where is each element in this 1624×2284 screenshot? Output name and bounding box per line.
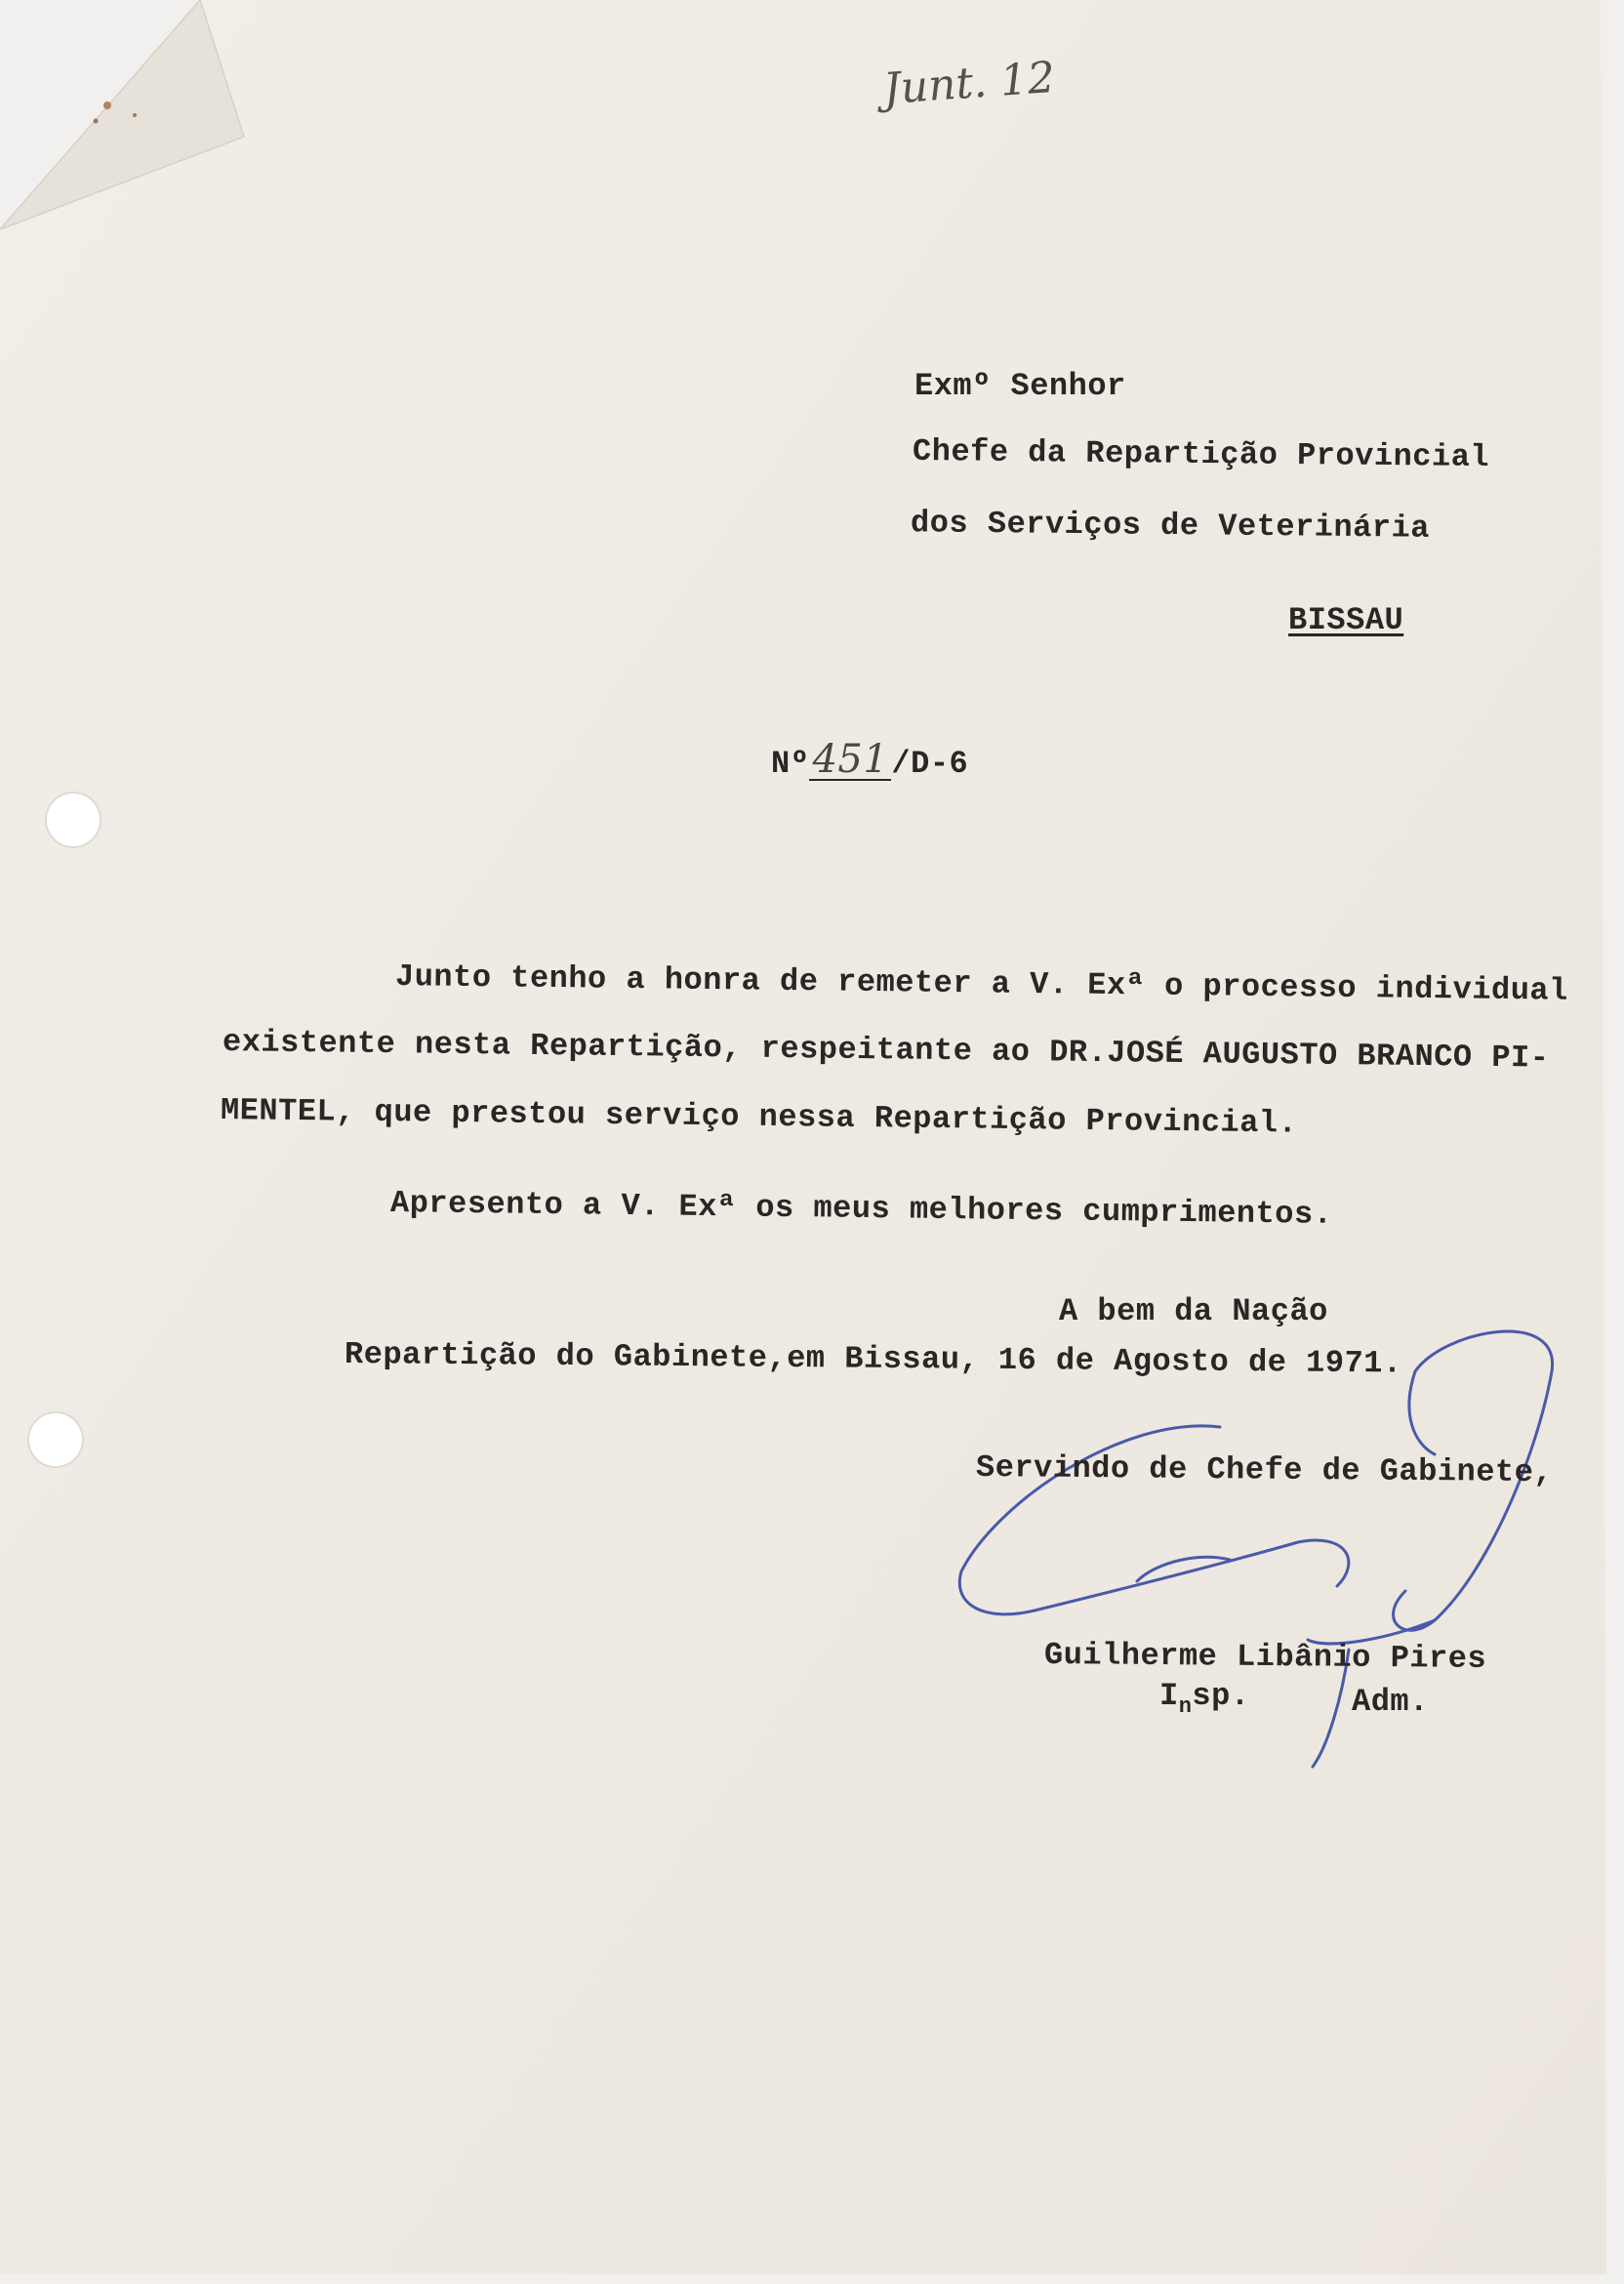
reference-prefix: Nº bbox=[771, 746, 810, 782]
signatory-title-sp: sp. bbox=[1192, 1678, 1250, 1714]
addressee-line-2: dos Serviços de Veterinária bbox=[910, 505, 1431, 547]
pencil-annotation: Junt. 12 bbox=[881, 52, 1057, 115]
stain-mark bbox=[103, 102, 111, 109]
signatory-adm: Adm. bbox=[1352, 1684, 1429, 1720]
body-line-2: existente nesta Repartição, respeitante ao DR.JOSÉ AUGUSTO BRANCO PI- bbox=[222, 1024, 1550, 1077]
body-line-1: Junto tenho a honra de remeter a V. Exª o processo individual bbox=[394, 958, 1569, 1009]
body-line-4: Apresento a V. Exª os meus melhores cumprimentos. bbox=[389, 1185, 1333, 1233]
addressee-line-1: Chefe da Repartição Provincial bbox=[912, 432, 1490, 476]
reference-line bbox=[771, 737, 969, 782]
reference-number: 451 bbox=[809, 740, 891, 781]
punch-hole-icon bbox=[46, 793, 101, 847]
closing-motto: A bem da Nação bbox=[1059, 1293, 1328, 1329]
punch-hole-icon bbox=[28, 1412, 83, 1467]
addressee-salutation: Exmº Senhor bbox=[914, 368, 1126, 404]
signatory-name: Guilherme Libânio Pires bbox=[1043, 1637, 1487, 1677]
signatory-title-i: I bbox=[1159, 1678, 1179, 1714]
closing-role: Servindo de Chefe de Gabinete, bbox=[975, 1449, 1554, 1491]
closing-place-date: Repartição do Gabinete,em Bissau, 16 de Agosto de 1971. bbox=[344, 1336, 1402, 1382]
signatory-title-n: n bbox=[1178, 1694, 1193, 1719]
reference-suffix: /D-6 bbox=[891, 746, 969, 782]
addressee-city: BISSAU bbox=[1288, 602, 1404, 638]
stain-mark bbox=[94, 119, 99, 124]
stain-mark bbox=[133, 113, 137, 117]
body-line-3: MENTEL, que prestou serviço nessa Repartição Provincial. bbox=[220, 1092, 1298, 1142]
signatory-title bbox=[1159, 1678, 1250, 1719]
